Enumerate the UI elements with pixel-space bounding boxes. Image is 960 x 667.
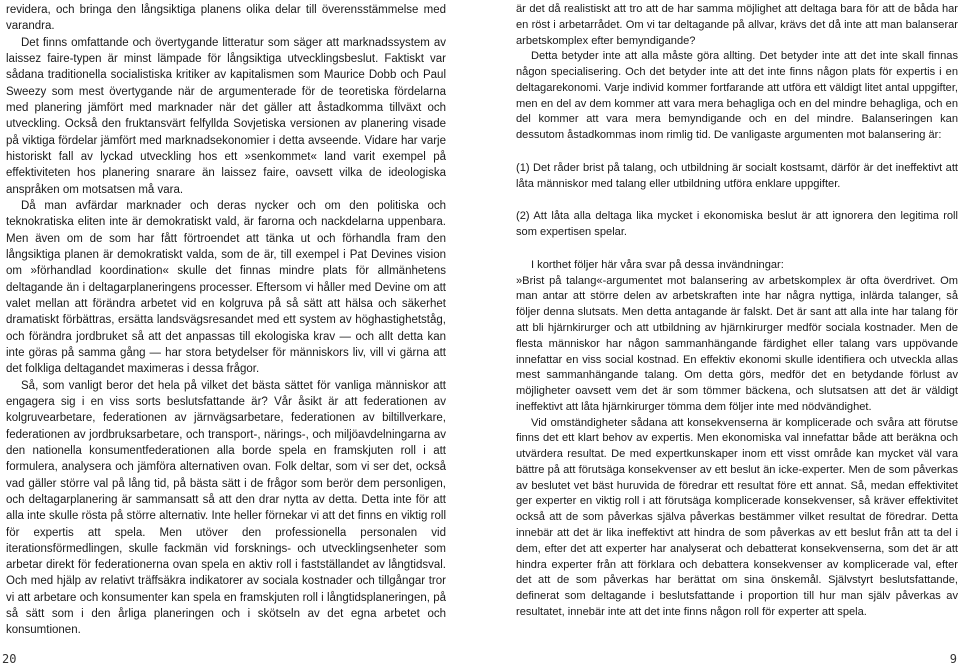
left-paragraph-2: Det finns omfattande och övertygande litteratur som säger att marknadssystem av laissez faire-typen är minst lämpade för långsiktiga utvecklingsbeslut. Faktiskt var sådana traditionella socialistiska kritiker av kapitalismen som Maurice Dobb och Paul Sweezy som mest övertygande när de argumenterade för de teoretiska fördelarna med planering jämfört med marknader när det gäller att åstadkomma tillväxt och utveckling. Också den fruktansvärt felfyllda Sovjetiska versionen av planering visade på viktiga fördelar jämfört med marknadsekonomier i detta avseende. Vidare har varje historiskt fall av lyckad utveckling hos ett »senkommet« land varit exempel på effektiviteten hos planering snarare än laissez faire, oavsett vilka de ideologiska anspråken om motsatsen må vara.	[6, 36, 446, 196]
right-paragraph-expertise: Vid omständigheter sådana att konsekvenserna är komplicerade och svåra att förutse finns det ett klart behov av expertis. Men ekonomiska val innefattar både att beräkna och utvärdera resultat. De med expertkunskaper inom ett visst område kan mycket väl vara bättre på att förutsäga konsekvenser av ett beslut än icke-experter. Men de som påverkas av beslutet vet bäst huruvida de föredrar ett resultat före ett annat. Så, medan effektivitet ger experter en viktig roll i att förutsäga komplicerade konsekvenser, så kräver effektivitet också att de som påverkas själva påverkas bestämmer vilket resultat de föredrar. Detta innebär att det är lika ineffektivt att hindra de som påverkas av ett beslut från att ta del i dem, efter det att experter har analyserat och debatterat konsekvenserna, som det är att hindra experter från att förklara och debattera konsekvenser av komplicerade val, efter det att de som påverkas har berättat om sina önskemål. Självstyrt beslutsfattande, definerat som deltagande i beslutsfattande i proportion till hur man själv påverkas av resultatet, innebär inte att det inte finns någon roll för experter att spela.	[516, 416, 958, 618]
left-text-column	[6, 2, 446, 639]
right-paragraph-2: Detta betyder inte att alla måste göra allting. Det betyder inte att det inte skall finnas någon specialisering. Och det betyder inte att det inte finns någon plats för expertis i en deltagarekonomi. Varje individ kommer fortfarande att utföra ett väldigt litet antal uppgifter, men en del av dem kommer att vara mera behagliga och en del mindre behagliga, och en del kommer att vara mera bemyndigande och en del mindre. Balanseringen kan dessutom åstadkommas inom rimlig tid. De vanligaste argumenten mot balansering är:	[516, 50, 958, 142]
argument-item-1: (1) Det råder brist på talang, och utbildning är socialt kostsamt, därför är det ineffektivt att låta människor med talang eller utbildning utföra enklare uppgifter.	[516, 161, 958, 190]
right-page	[490, 0, 960, 667]
page-number: 9	[949, 652, 957, 666]
right-paragraph-talent: »Brist på talang«-argumentet mot balansering av arbetskomplex är ofta överdrivet. Om man antar att större delen av arbetskraften inte har några nyttiga, inlärda talanger, så följer denna slutsats. Men detta antagande är falskt. Det är sant att alla inte har talang för att bli hjärnkirurger och att utbildning av hjärnkirurger medför sociala kostnader. Men de flesta människor har någon sammanhängande färdighet eller talang vars uppövande innefattar en viss social kostnad. En effektiv ekonomi skulle identifiera och utveckla allas mest sammanhängande talang. Om detta görs, medför det en betydande förlust av möjligheter oavsett vem det är som tömmer bäckena, och slutsatsen att det är väldigt ineffektivt att låta hjärnkirurger tömma dem följer inte med nödvändighet.	[516, 274, 958, 413]
page-number: 20	[2, 652, 17, 666]
right-text-column	[516, 2, 958, 621]
left-paragraph-4: Så, som vanligt beror det hela på vilket det bästa sättet för vanliga människor att engagera sig i en viss sorts beslutsfattande är? Vår åsikt är att federationen av kolgruvearbetare, federationen av järnvägsarbetare, federationen av biltillverkare, federationen av jordbruksarbetare, och transport-, närings-, och miljöavdelningarna av den nationella konsumentfederationen alla borde spela en framskjuten roll i att formulera, analysera och jämföra alternativen ovan. Folk deltar, som vi ser det, också vad gäller större val på lång tid, på bästa sätt i de frågor som berör dem personligen, och deltagarplanering är sammansatt så att den drar nytta av detta. Detta inte för att alla inte skulle rösta på större alternativ. Inte heller förnekar vi att det finns en viktig roll för expertis att spela. Men utöver den professionella personalen vid iterationsförmedlingen, skulle fackmän vid forsknings- och utvecklingsenheter som arbetar direkt för federationerna ovan spela en aktiv roll i fastställandet av långtidsval. Och med hjälp av relativt träffsäkra indikatorer av sociala kostnader och tillgångar tror vi att arbetare och konsumenter kan spela en framskjuten roll i långtidsplaneringen, på så sätt som i den årliga planeringen och i skötseln av det egna arbetet och konsumtionen.	[6, 379, 446, 637]
right-paragraph-1: är det då realistiskt att tro att de har samma möjlighet att deltaga bara för att de båda har en röst i arbetarrådet. Om vi tar deltagande på allvar, krävs det då inte att man balanserar arbetskomplex efter bemyndigande?	[516, 3, 958, 47]
left-paragraph-3: Då man avfärdar marknader och deras nycker och om den politiska och teknokratiska eliten inte är demokratiskt vald, är farorna och nackdelarna uppenbara. Men även om de som har fått förtroendet att tänka ut och förhandla fram den långsiktiga planen är demokratiskt valda, som de är, till exempel i Pat Devines vision om »förhandlad koordination« skulle det finnas mindre plats för allmänhetens deltagande än i deltagarplaneringens processer. Eftersom vi håller med Devine om att valet mellan att förändra arbetet vid en kolgruva på så sätt att hälsa och säkerhet dramatiskt förbättras, ersätta landsvägsresandet med ett system av höghastighetståg, och förändra jordbruket så att det anpassas till ekologiska krav — och allt detta kan inte göras på samma gång — har stora betydelser för människors liv, vill vi gärna att det folkliga deltagandet maximeras i dessa frågor.	[6, 199, 446, 376]
right-paragraph-intro: I korthet följer här våra svar på dessa invändningar:	[531, 258, 784, 271]
left-paragraph-1: revidera, och bringa den långsiktiga planens olika delar till överensstämmelse med varandra.	[6, 4, 446, 33]
left-page	[0, 0, 470, 667]
argument-item-2: (2) Att låta alla deltaga lika mycket i ekonomiska beslut är att ignorera den legitima roll som expertisen spelar.	[516, 210, 958, 239]
